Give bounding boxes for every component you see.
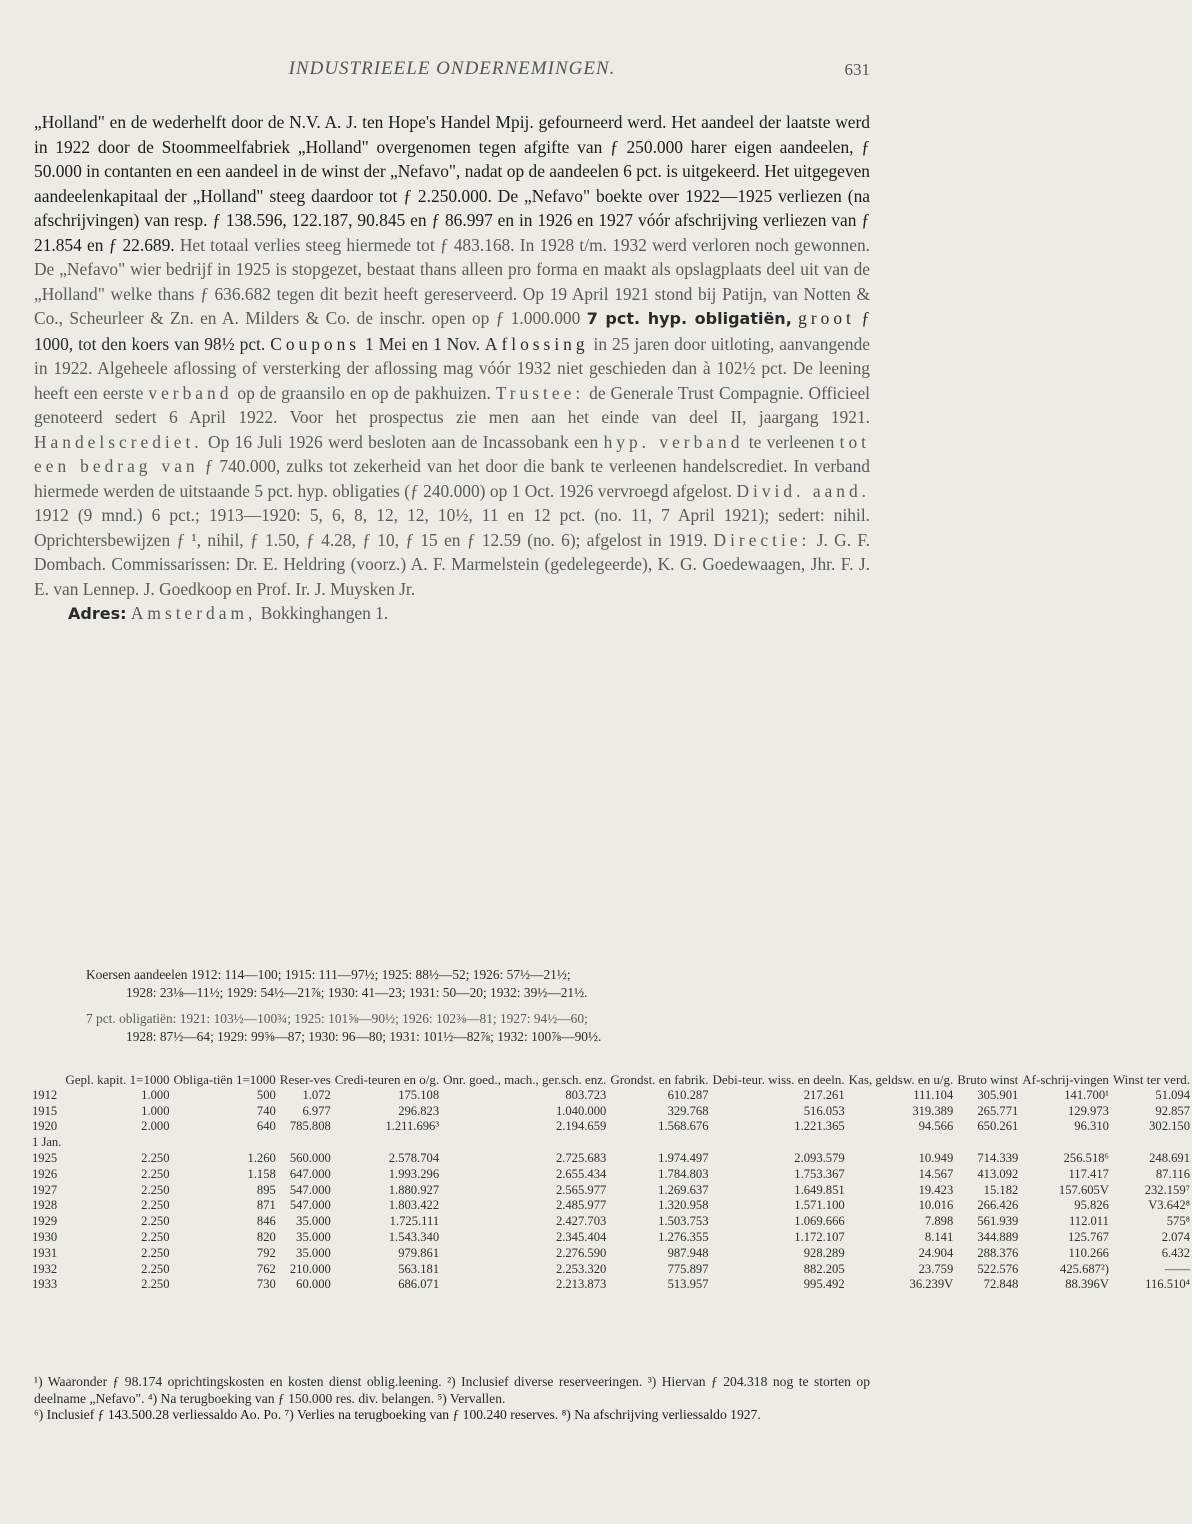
table-cell: 792 xyxy=(256,1245,276,1260)
body-paragraph xyxy=(34,110,870,601)
body-text-segment: in 25 jaren door uitloting, aanvangende in 1922. Algeheele aflossing of versterking der aflossing mag vóór 1932 niet geschieden dan à 102½ pct. De leening heeft een eerste xyxy=(34,333,870,403)
table-row xyxy=(30,1230,1192,1246)
hyp-verband-label: hyp. verband xyxy=(603,431,744,452)
table-cell: 2.345.404 xyxy=(555,1229,607,1244)
row-year-cell: 1925 xyxy=(32,1150,58,1165)
table-cell: 125.767 xyxy=(1068,1229,1109,1244)
table-cell xyxy=(1020,1135,1111,1151)
table-cell xyxy=(333,1135,441,1151)
table-cell: 72.848 xyxy=(983,1277,1019,1292)
table-cell: 2.725.683 xyxy=(555,1150,607,1165)
table-cell: 1.753.367 xyxy=(794,1166,845,1181)
table-cell: 820 xyxy=(256,1229,276,1244)
table-cell: 344.889 xyxy=(977,1229,1019,1244)
tot-bedrag-label: tot een bedrag van xyxy=(34,431,870,476)
table-cell: 266.426 xyxy=(977,1198,1019,1213)
body-text-segment: 1 Mei en 1 Nov. xyxy=(365,333,480,354)
table-cell: 1.320.958 xyxy=(658,1198,709,1213)
table-cell: 2.427.703 xyxy=(555,1214,607,1229)
financial-table xyxy=(30,1072,1192,1293)
table-cell: 14.567 xyxy=(918,1166,954,1181)
table-cell: 24.904 xyxy=(918,1245,954,1260)
table-cell: 92.857 xyxy=(1155,1103,1191,1118)
koersen-obligatien-line: 7 pct. obligatiën: 1921: 103½—100¾; 1925: 101⅝—90½; 1926: 102⅜—81; 1927: 94½—60; xyxy=(86,1011,588,1026)
table-cell: 1.158 xyxy=(247,1166,276,1181)
table-cell: 2.250 xyxy=(141,1245,170,1260)
row-year-cell: 1929 xyxy=(32,1214,58,1229)
body-text xyxy=(34,110,870,627)
table-cell: 217.261 xyxy=(803,1087,845,1102)
table-cell: 265.771 xyxy=(977,1103,1019,1118)
table-cell: 175.108 xyxy=(398,1087,440,1102)
table-cell: 560.000 xyxy=(289,1150,331,1165)
table-cell: 575⁸ xyxy=(1166,1214,1191,1229)
table-cell: 871 xyxy=(256,1198,276,1213)
table-cell: 1.040.000 xyxy=(555,1103,607,1118)
table-cell: 1.993.296 xyxy=(388,1166,440,1181)
table-cell: 2.578.704 xyxy=(388,1150,440,1165)
body-text-segment: Op 16 Juli 1926 werd besloten aan de Incassobank een xyxy=(208,431,599,452)
table-cell xyxy=(278,1135,333,1151)
table-cell: 2.093.579 xyxy=(794,1150,845,1165)
column-header: Onr. goed., mach., ger.sch. enz. xyxy=(443,1072,607,1087)
table-cell xyxy=(63,1135,171,1151)
table-cell: 1.543.340 xyxy=(388,1229,440,1244)
table-cell: 730 xyxy=(256,1277,276,1292)
table-cell: 2.000 xyxy=(141,1119,170,1134)
table-cell xyxy=(441,1135,608,1151)
table-cell: 1.725.111 xyxy=(389,1214,440,1229)
table-cell: 2.250 xyxy=(141,1198,170,1213)
table-cell: 1.069.666 xyxy=(794,1214,845,1229)
table-cell: 547.000 xyxy=(289,1198,331,1213)
table-cell: 15.182 xyxy=(983,1182,1019,1197)
table-cell: 1.880.927 xyxy=(388,1182,440,1197)
table-cell: 2.250 xyxy=(141,1261,170,1276)
row-year-cell: 1931 xyxy=(32,1245,58,1260)
table-row xyxy=(30,1262,1192,1278)
table-cell: 129.973 xyxy=(1068,1103,1109,1118)
table-cell: 1.221.365 xyxy=(794,1119,845,1134)
table-cell: 640 xyxy=(256,1119,276,1134)
table-cell: 2.250 xyxy=(141,1150,170,1165)
row-year-cell: 1915 xyxy=(32,1103,58,1118)
table-cell: 740 xyxy=(256,1103,276,1118)
table-cell xyxy=(847,1135,956,1151)
coupons-label: Coupons xyxy=(270,333,361,354)
table-cell: 647.000 xyxy=(289,1166,331,1181)
table-row xyxy=(30,1277,1192,1293)
column-header: Debi-teur. wiss. en deeln. xyxy=(712,1072,845,1087)
table-cell: 714.339 xyxy=(977,1150,1019,1165)
row-year-cell: 1930 xyxy=(32,1229,58,1244)
table-cell: 2.485.977 xyxy=(555,1198,607,1213)
row-year-cell: 1932 xyxy=(32,1261,58,1276)
table-cell: 96.310 xyxy=(1074,1119,1109,1134)
table-cell xyxy=(955,1135,1020,1151)
table-cell: 2.074 xyxy=(1161,1229,1191,1244)
table-cell: 10.949 xyxy=(918,1150,954,1165)
table-cell: 1.503.753 xyxy=(658,1214,709,1229)
footnote-paragraph: ⁶) Inclusief ƒ 143.500.28 verliessaldo Ao. Po. ⁷) Verlies na terugboeking van ƒ 100.240 reserves. ⁸) Na afschrijving verliessaldo 1927. xyxy=(34,1407,761,1423)
table-cell: 650.261 xyxy=(977,1119,1019,1134)
table-cell: 1.072 xyxy=(302,1087,331,1102)
table-cell: 305.901 xyxy=(977,1087,1019,1102)
body-text-segment: te verleenen xyxy=(748,431,835,452)
table-cell: 1.974.497 xyxy=(658,1150,709,1165)
table-cell: 110.266 xyxy=(1068,1245,1109,1260)
table-header-row xyxy=(30,1072,1192,1088)
aflossing-label: Aflossing xyxy=(484,333,589,354)
divid-label: Divid. aand. xyxy=(736,480,870,501)
table-cell: 2.213.873 xyxy=(555,1277,607,1292)
table-row xyxy=(30,1151,1192,1167)
running-title: INDUSTRIEELE ONDERNEMINGEN. xyxy=(288,58,616,79)
table-cell: 1.784.803 xyxy=(658,1166,709,1181)
table-cell: 2.250 xyxy=(141,1229,170,1244)
table-cell: 775.897 xyxy=(667,1261,709,1276)
bond-title: 7 pct. hyp. obligatiën, xyxy=(586,309,792,328)
body-text-segment: Het totaal verlies steeg hiermede tot ƒ 483.168. In 1928 t/m. 1932 werd verloren noch gewonnen. De „Nefavo" wier bedrijf in 1925 is stopgezet, bestaat thans alleen pro forma en maakt als opslagplaats deel uit van de „Holland" welke thans ƒ 636.682 tegen dit bezit heeft gereserveerd. Op 19 April 1921 stond bij Patijn, van Notten & Co., Scheurleer & Zn. en A. Milders & Co. de inschr. open op ƒ 1.000.000 xyxy=(34,234,870,328)
page-number: 631 xyxy=(844,60,870,79)
table-cell: 803.723 xyxy=(565,1087,607,1102)
table-cell: 785.808 xyxy=(289,1119,331,1134)
table-row xyxy=(30,1119,1192,1135)
table-cell: 2.253.320 xyxy=(555,1261,607,1276)
table-row xyxy=(30,1214,1192,1230)
table-cell: 1.172.107 xyxy=(794,1229,845,1244)
table-row xyxy=(30,1198,1192,1214)
table-cell: V3.642⁸ xyxy=(1148,1198,1191,1213)
table-cell: 987.948 xyxy=(667,1245,709,1260)
footnote-paragraph: ¹) Waaronder ƒ 98.174 oprichtingskosten en kosten dienst oblig.leening. ²) Inclusief diverse reserveeringen. ³) Hiervan ƒ 204.318 nog te storten op deelname „Nefavo". ⁴) Na terugboeking van ƒ 150.000 res. div. belangen. ⁵) Vervallen. xyxy=(34,1374,870,1406)
table-cell: 995.492 xyxy=(803,1277,845,1292)
table-row xyxy=(30,1246,1192,1262)
table-cell: 513.957 xyxy=(667,1277,709,1292)
koersen-obligatien-line: 1928: 87½—64; 1929: 99⅝—87; 1930: 96—80; 1931: 101½—82⅞; 1932: 100⅞—90½. xyxy=(126,1029,602,1044)
koersen-block xyxy=(34,966,870,1046)
row-year-cell: 1927 xyxy=(32,1182,58,1197)
table-cell: 116.510⁴ xyxy=(1145,1277,1191,1292)
body-text-segment: J. G. F. Dombach. Commissarissen: Dr. E. Heldring (voorz.) A. F. Marmelstein (gedelegeerde), K. G. Goedewaagen, Jhr. F. J. E. van Lennep. J. Goedkoop en Prof. Ir. J. Muysken Jr. xyxy=(34,529,871,599)
table-cell: 928.289 xyxy=(803,1245,845,1260)
table-cell: 2.250 xyxy=(141,1277,170,1292)
table-cell: 60.000 xyxy=(296,1277,331,1292)
column-header: Af-schrij-vingen xyxy=(1022,1072,1109,1087)
table-cell: 500 xyxy=(256,1087,276,1102)
row-year-cell: 1 Jan. xyxy=(32,1135,62,1150)
column-header: Obliga-tiën 1=1000 xyxy=(173,1072,276,1087)
table-cell: 686.071 xyxy=(398,1277,440,1292)
table-cell: 2.250 xyxy=(141,1166,170,1181)
table-cell: 979.861 xyxy=(398,1245,440,1260)
koersen-aandeelen-line: Koersen aandeelen 1912: 114—100; 1915: 111—97½; 1925: 88½—52; 1926: 57½—21½; xyxy=(86,967,571,982)
table-cell: 111.104 xyxy=(913,1087,954,1102)
table-cell: 522.576 xyxy=(977,1261,1019,1276)
body-text-segment: „Holland" en de wederhelft door de N.V. A. J. ten Hope's Handel Mpij. gefourneerd werd. Het aandeel der laatste werd in 1922 door de Stoommeelfabriek „Holland" overgenomen tegen afgifte van ƒ 250.000 harer eigen aandeelen, ƒ 50.000 in contanten en een aandeel in de winst der „Nefavo", nadat op de aandeelen 6 pct. is uitgekeerd. Het uitgegeven aandeelenkapitaal der „Holland" steeg daardoor tot ƒ 2.250.000. De „Nefavo" boekte over 1922—1925 verliezen (na afschrijvingen) van resp. ƒ 138.596, 122.187, 90.845 en ƒ 86.997 en in 1926 en 1927 vóór afschrijving verliezen van ƒ 21.854 en ƒ 22.689. xyxy=(34,112,870,255)
table-cell: 1.000 xyxy=(141,1103,170,1118)
table-cell: 1.269.637 xyxy=(658,1182,709,1197)
table-cell: 88.396V xyxy=(1065,1277,1109,1292)
table-cell: 232.159⁷ xyxy=(1144,1182,1191,1197)
column-header: Winst ter verd. xyxy=(1112,1072,1191,1087)
table-row xyxy=(30,1088,1192,1104)
table-cell: 36.239V xyxy=(909,1277,954,1292)
table-row xyxy=(30,1135,1192,1151)
table-cell: 112.011 xyxy=(1068,1214,1109,1229)
table-cell: 141.700¹ xyxy=(1064,1087,1109,1102)
table-cell: 157.605V xyxy=(1058,1182,1109,1197)
table-body xyxy=(30,1088,1192,1293)
verband-label: verband xyxy=(148,382,233,403)
table-cell: 35.000 xyxy=(296,1214,331,1229)
table-cell: 547.000 xyxy=(289,1182,331,1197)
table-cell xyxy=(1111,1135,1192,1151)
table-cell: 1.276.355 xyxy=(658,1229,709,1244)
body-text-segment: ƒ 1000, tot den koers van 98½ pct. xyxy=(34,308,870,354)
row-year-cell: 1926 xyxy=(32,1166,58,1181)
table-cell: 6.432 xyxy=(1161,1245,1191,1260)
table-cell: 319.389 xyxy=(912,1103,954,1118)
table-cell: 1.260 xyxy=(247,1150,276,1165)
table-cell: 2.565.977 xyxy=(555,1182,607,1197)
footnotes xyxy=(34,1374,870,1424)
table-cell: 2.276.590 xyxy=(555,1245,607,1260)
adres-street: Bokkinghangen 1. xyxy=(260,603,389,623)
table-cell: 6.977 xyxy=(302,1103,331,1118)
body-text-segment: op de graansilo en op de pakhuizen. xyxy=(237,382,491,403)
table-cell: 2.250 xyxy=(141,1182,170,1197)
running-header xyxy=(34,58,870,90)
table-cell: 1.803.422 xyxy=(388,1198,440,1213)
table-cell: 561.939 xyxy=(977,1214,1019,1229)
table-cell: 302.150 xyxy=(1149,1119,1191,1134)
table-cell: 35.000 xyxy=(296,1245,331,1260)
table-cell xyxy=(608,1135,710,1151)
table-cell: 288.376 xyxy=(977,1245,1019,1260)
column-header: Grondst. en fabrik. xyxy=(610,1072,709,1087)
table-cell: 1.000 xyxy=(141,1087,170,1102)
trustee-label: Trustee: xyxy=(495,382,585,403)
table-cell: 117.417 xyxy=(1068,1166,1109,1181)
table-cell xyxy=(711,1135,847,1151)
table-cell: 762 xyxy=(256,1261,276,1276)
column-header: Reser-ves xyxy=(279,1072,331,1087)
table-cell: 1.571.100 xyxy=(794,1198,845,1213)
table-cell: 1.568.676 xyxy=(658,1119,709,1134)
column-header: Gepl. kapit. 1=1000 xyxy=(65,1072,170,1087)
adres-label: Adres: xyxy=(68,604,127,623)
table-cell: 51.094 xyxy=(1155,1087,1191,1102)
table-cell: 7.898 xyxy=(924,1214,954,1229)
column-header: Bruto winst xyxy=(957,1072,1019,1087)
table-cell: —— xyxy=(1164,1261,1191,1276)
table-cell: 296.823 xyxy=(398,1103,440,1118)
groot-label: groot xyxy=(798,308,855,328)
row-year-cell: 1933 xyxy=(32,1277,58,1292)
table-cell: 210.000 xyxy=(289,1261,331,1276)
table-cell: 329.768 xyxy=(667,1103,709,1118)
directie-label: Directie: xyxy=(713,529,811,550)
table-cell: 256.518⁶ xyxy=(1063,1150,1109,1165)
koersen-aandeelen-line: 1928: 23⅛—11½; 1929: 54½—21⅞; 1930: 41—23; 1931: 50—20; 1932: 39½—21½. xyxy=(126,985,588,1000)
table-cell: 95.826 xyxy=(1074,1198,1109,1213)
body-text-segment: de Generale Trust Compagnie. Officieel genoteerd sedert 6 April 1922. Voor het prospectus zie men aan het einde van deel II, jaargang 1921. xyxy=(34,382,871,427)
table-cell: 8.141 xyxy=(924,1229,954,1244)
table-row xyxy=(30,1183,1192,1199)
row-year-cell: 1920 xyxy=(32,1119,58,1134)
table-cell: 35.000 xyxy=(296,1229,331,1244)
table-cell: 87.116 xyxy=(1155,1166,1191,1181)
row-year-cell: 1928 xyxy=(32,1198,58,1213)
body-text-segment: ƒ 740.000, zulks tot zekerheid van het door die bank te verleenen handelscrediet. In verband hiermede werden de uitstaande 5 pct. hyp. obligaties (ƒ 240.000) op 1 Oct. 1926 vervroegd afgelost. xyxy=(34,456,870,501)
body-text-segment: 1912 (9 mnd.) 6 pct.; 1913—1920: 5, 6, 8, 12, 12, 10½, 11 en 12 pct. (no. 11, 7 April 1921); sedert: nihil. Oprichtersbewijzen ƒ ¹, nihil, ƒ 1.50, ƒ 4.28, ƒ 10, ƒ 15 en ƒ 12.59 (no. 6); afgelost in 1919. xyxy=(34,505,870,550)
column-header: Kas, geldsw. en u/g. xyxy=(848,1072,954,1087)
table-cell: 895 xyxy=(256,1182,276,1197)
table-cell: 10.016 xyxy=(918,1198,954,1213)
column-header xyxy=(30,1072,63,1088)
adres-line xyxy=(34,601,870,627)
table-cell: 1.211.696³ xyxy=(385,1119,440,1134)
handelscrediet-label: Handelscrediet. xyxy=(34,431,203,452)
table-cell: 23.759 xyxy=(918,1261,954,1276)
table-row xyxy=(30,1104,1192,1120)
table-cell: 248.691 xyxy=(1149,1150,1191,1165)
table-cell: 19.423 xyxy=(918,1182,954,1197)
table-cell: 94.566 xyxy=(918,1119,954,1134)
row-year-cell: 1912 xyxy=(32,1087,58,1102)
table-cell xyxy=(172,1135,278,1151)
table-cell: 2.194.659 xyxy=(555,1119,607,1134)
table-cell: 516.053 xyxy=(803,1103,845,1118)
adres-city: Amsterdam, xyxy=(130,603,257,623)
table-cell: 563.181 xyxy=(398,1261,440,1276)
table-cell: 425.687²) xyxy=(1060,1261,1109,1276)
table-cell: 2.250 xyxy=(141,1214,170,1229)
column-header: Credi-teuren en o/g. xyxy=(334,1072,440,1087)
table-row xyxy=(30,1167,1192,1183)
table-cell: 846 xyxy=(256,1214,276,1229)
table-cell: 413.092 xyxy=(977,1166,1019,1181)
table-cell: 2.655.434 xyxy=(555,1166,607,1181)
table-cell: 1.649.851 xyxy=(794,1182,845,1197)
table-cell: 610.287 xyxy=(667,1087,709,1102)
table-cell: 882.205 xyxy=(803,1261,845,1276)
